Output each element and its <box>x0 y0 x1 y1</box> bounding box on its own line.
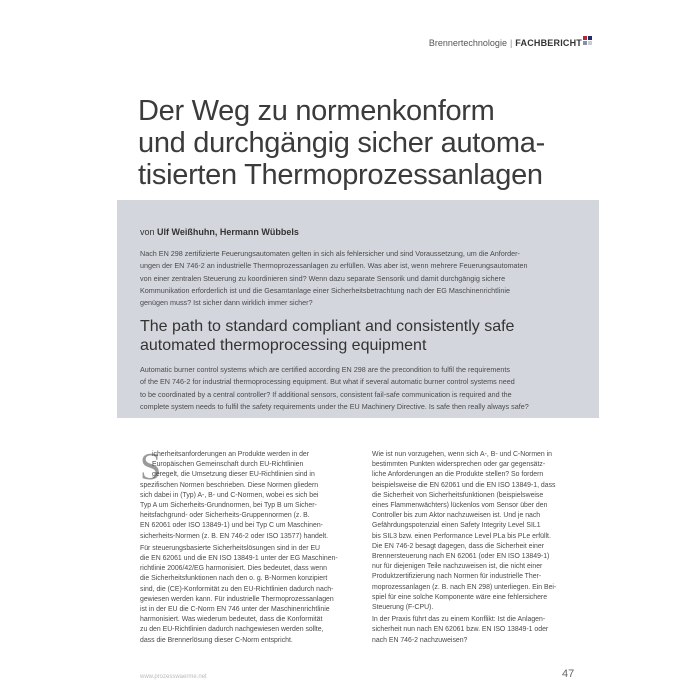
header-separator: | <box>509 38 513 48</box>
article-type-tag: FACHBERICHT <box>515 38 582 48</box>
logo-square-2 <box>588 36 592 40</box>
body-text-line: Gefährdungspotenzial einen Safety Integrity Level SIL1 <box>372 522 541 530</box>
abstract-line: to be coordinated by a central controller? If additional sensors, consistent fail-safe communication is required and the <box>140 389 512 399</box>
abstract-line: Kommunikation erforderlich ist und die Gesamtanlage einer Sicherheitsbetrachtung nach der EG Maschinenrichtlinie <box>140 285 510 295</box>
body-text-line: sicherheits-Normen (z. B. EN 746-2 oder ISO 13577) handelt. <box>140 532 329 540</box>
abstract-line: genügen muss? Ist sicher dann wirklich immer sicher? <box>140 298 313 308</box>
abstract-line: von einer zentralen Steuerung zu koordinieren sind? Wenn dazu separate Sensorik und damit durchgängig sichere <box>140 273 506 283</box>
body-text-line: moprozessanlagen (z. B. nach EN 298) unterliegen. Ein Bei- <box>372 583 557 591</box>
body-text-line: sicherheit nun nach EN 62061 bzw. EN ISO 13849-1 oder <box>372 626 549 634</box>
body-text-line: die Sicherheitsfunktionen nach den o. g. B-Normen konzipiert <box>140 575 328 583</box>
abstract-line: Automatic burner control systems which are certified according EN 298 are the precondition to fulfil the requirements <box>140 365 510 374</box>
body-text-line: eines Flammenwächters) lückenlos vom Sensor über den <box>372 502 548 510</box>
footer-url: www.prozesswaerme.net <box>140 674 207 680</box>
body-text-line: geregelt, die Umsetzung dieser EU-Richtlinien sind in <box>152 471 315 479</box>
page-number: 47 <box>562 668 575 680</box>
body-text-line: die Sicherheit von Sicherheitsfunktionen (beispielsweise <box>372 491 544 499</box>
logo-square-4 <box>588 41 592 45</box>
body-text-line: Für steuerungsbasierte Sicherheitslösungen sind in der EU <box>140 544 321 552</box>
body-text-line: Produktzertifizierung nach Normen für industrielle Ther- <box>372 573 542 581</box>
body-text-line: sich dabei in (Typ) A-, B- und C-Normen, wobei es sich bei <box>140 491 319 499</box>
body-text-line: Europäischen Gemeinschaft durch EU-Richtlinien <box>152 461 304 469</box>
drop-cap: S <box>140 446 162 488</box>
body-text-line: Die EN 746-2 besagt dagegen, dass die Sicherheit einer <box>372 542 544 550</box>
body-text-line: nur für diejenigen Teile nachzuweisen ist, die nicht einer <box>372 563 543 571</box>
body-column-left <box>140 446 370 646</box>
body-text-line: zu den EU-Richtlinien dadurch nachgewiesen werden sollte, <box>140 626 324 634</box>
body-text-line: richtlinie 2006/42/EG harmonisiert. Dies bedeutet, dass wenn <box>140 565 327 573</box>
logo-square-1 <box>583 36 587 40</box>
body-text-line: Brennersteuerung nach EN 62061 (oder EN ISO 13849-1) <box>372 553 550 561</box>
title-line: und durchgängig sicher automa- <box>138 127 545 159</box>
abstract-english <box>140 364 594 413</box>
body-text-line: Typ A um Sicherheits-Grundnormen, bei Typ B um Sicher- <box>140 502 317 510</box>
publisher-logo-icon <box>583 36 593 46</box>
abstract-line: ungen der EN 746-2 an industrielle Thermoprozessanlagen zu erfüllen. Was aber ist, wenn mehrere Feuerungsautomaten <box>140 261 528 271</box>
english-title-line: automated thermoprocessing equipment <box>140 337 427 354</box>
body-text-line: nach EN 746-2 nachzuweisen? <box>372 636 468 644</box>
byline <box>140 227 299 237</box>
body-text-line: bis SIL3 bzw. einen Performance Level PLa bis PLe erfüllt. <box>372 532 551 540</box>
body-text-line: harmonisiert. Was wiederum bedeutet, dass die Konformität <box>140 616 323 624</box>
body-text-line: spiel für eine solche Komponente wäre eine fehlersichere <box>372 593 548 601</box>
body-text-line: sind, die (CE)-Konformität zu den EU-Richtlinien dadurch nach- <box>140 585 334 593</box>
body-text-line: bestimmten Punkten widersprechen oder gar gegensätz- <box>372 461 546 469</box>
byline-prefix: von <box>140 227 155 237</box>
section-name: Brennertechnologie <box>428 38 507 48</box>
body-text-line: heitsfachgrund- oder Sicherheits-Gruppennormen (z. B. <box>140 512 310 520</box>
logo-square-3 <box>583 41 587 45</box>
title-line: Der Weg zu normenkonform <box>138 95 495 127</box>
body-text-line: liche Anforderungen an die Produkte stellen? So fordern <box>372 471 544 479</box>
body-text-line: EN 62061 oder ISO 13849-1) und bei Typ C um Maschinen- <box>140 522 323 530</box>
body-text-line: dass die Brennerlösung dieser C-Norm entspricht. <box>140 636 293 644</box>
running-header <box>429 38 582 48</box>
body-text-line: ist in der EU die C-Norm EN 746 unter der Maschinenrichtlinie <box>140 606 330 614</box>
abstract-line: complete system needs to fulfil the safety requirements under the EU Machinery Directive. Is safe then really always safe? <box>140 401 529 411</box>
body-text-line: icherheitsanforderungen an Produkte werden in der <box>152 451 310 458</box>
author-names: Ulf Weißhuhn, Hermann Wübbels <box>157 227 299 237</box>
abstract-line: Nach EN 298 zertifizierte Feuerungsautomaten gelten in sich als fehlersicher und sind Voraussetzung, um die Anforder- <box>140 249 520 258</box>
body-text-line: gewiesen werden kann. Für industrielle Thermoprozessanlagen <box>140 595 334 603</box>
body-column-right <box>372 450 602 646</box>
title-line: tisierten Thermoprozessanlagen <box>138 159 543 191</box>
abstract-line: of the EN 746-2 for industrial thermoprocessing equipment. But what if several automatic burner control systems need <box>140 377 515 387</box>
body-text-line: spezifischen Normen beschrieben. Diese Normen gliedern <box>140 481 319 489</box>
english-title-line: The path to standard compliant and consistently safe <box>140 318 515 335</box>
abstract-german <box>140 248 594 309</box>
english-title <box>140 317 590 355</box>
article-title <box>138 95 598 191</box>
body-text-line: Steuerung (F-CPU). <box>372 604 434 612</box>
body-text-line: Controller bis zum Aktor nachzuweisen ist. Und je nach <box>372 512 541 520</box>
body-text-line: Wie ist nun vorzugehen, wenn sich A-, B- und C-Normen in <box>372 451 553 458</box>
body-text-line: In der Praxis führt das zu einem Konflikt: Ist die Anlagen- <box>372 616 546 624</box>
body-text-line: die EN 62061 und die EN ISO 13849-1 unter der EG Maschinen- <box>140 555 338 563</box>
body-text-line: beispielsweise die EN 62061 und die EN ISO 13849-1, dass <box>372 481 556 489</box>
